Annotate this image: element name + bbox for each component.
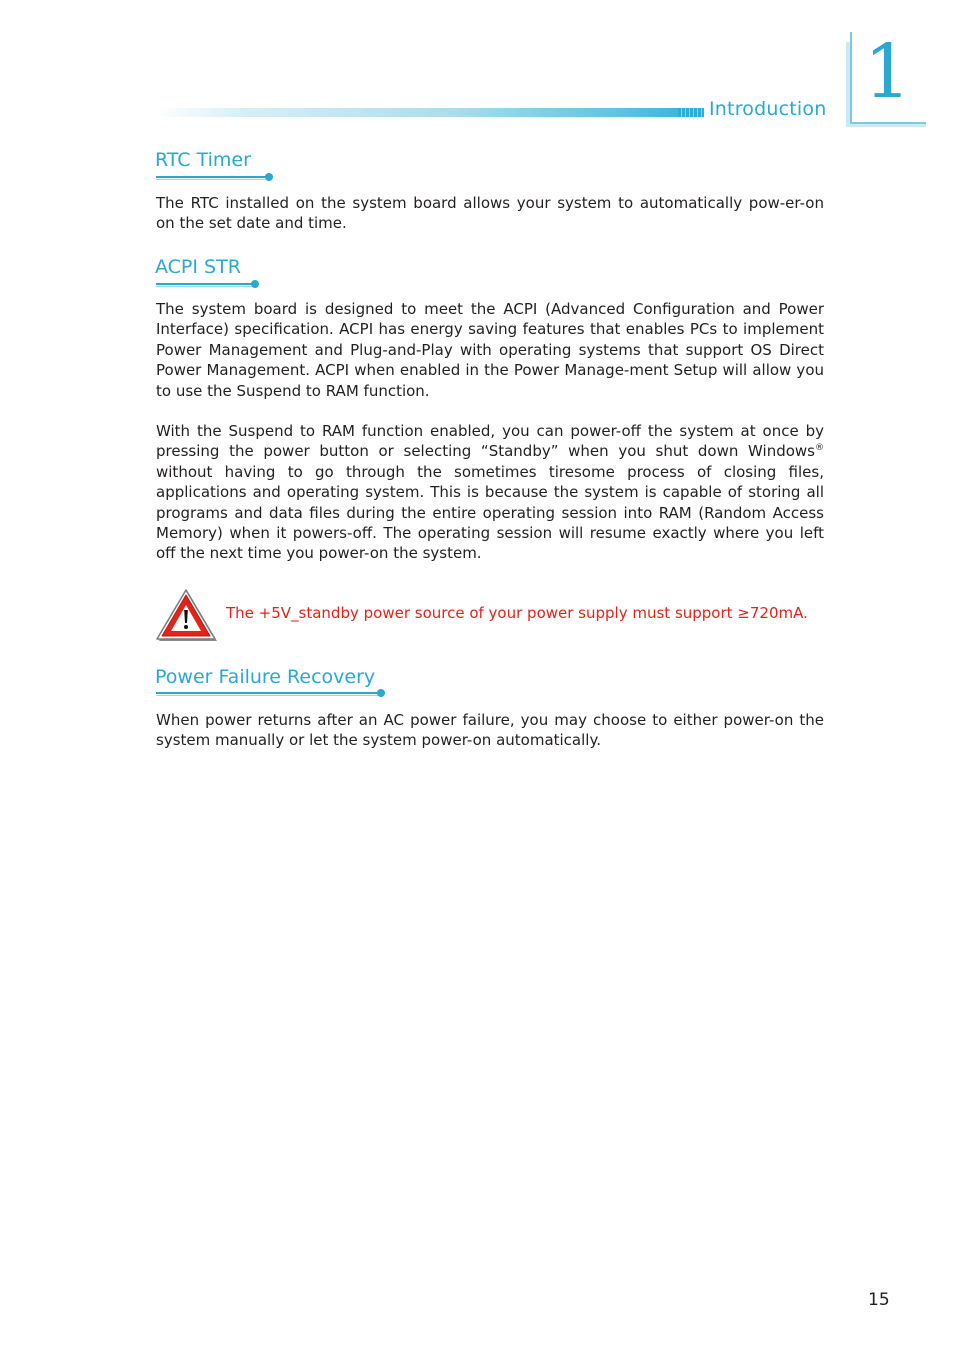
section-heading-power-failure-recovery: Power Failure Recovery <box>155 666 376 688</box>
rtc-timer-paragraph: The RTC installed on the system board allows your system to automatically pow-er-on on the set date and time. <box>156 194 824 233</box>
section-heading-acpi-str: ACPI STR <box>155 256 241 278</box>
heading-underline <box>156 176 268 178</box>
acpi-str-paragraph-2 <box>156 421 824 564</box>
chapter-title: Introduction <box>709 98 827 120</box>
chapter-box-border-horizontal <box>850 122 926 124</box>
warning-text: The +5V_standby power source of your power supply must support ≥720mA. <box>226 604 808 622</box>
warning-triangle-icon <box>156 588 218 642</box>
acpi-str-paragraph-2-start: With the Suspend to RAM function enabled, you can power-off the system at once by pressing the power button or selecting “Standby” when you shut down Windows <box>156 422 824 461</box>
acpi-str-paragraph-2-end: without having to go through the sometimes tiresome process of closing files, applications and operating system. This is because the system is capable of storing all programs and data files during the entire operating session into RAM (Random Access Memory) when it powers-off. The operating session will resume exactly where you left off the next time you power-on the system. <box>156 462 824 563</box>
chapter-box-shadow-horizontal <box>846 124 926 127</box>
power-failure-recovery-paragraph: When power returns after an AC power failure, you may choose to either power-on the system manually or let the system power-on automatically. <box>156 711 824 750</box>
section-heading-rtc-timer: RTC Timer <box>155 149 251 171</box>
chapter-number: 1 <box>864 29 912 115</box>
page-number: 15 <box>868 1290 890 1310</box>
chapter-box-border-vertical <box>850 32 852 124</box>
heading-underline <box>156 283 254 285</box>
chapter-number-box <box>846 29 926 124</box>
header-gradient-bar <box>156 108 704 117</box>
acpi-str-paragraph-1: The system board is designed to meet the ACPI (Advanced Configuration and Power Interface) specification. ACPI has energy saving features that enables PCs to implement Power Management and Plug-and-Play with operating systems that support OS Direct Power Management. ACPI when enabled in the Power Manage-ment Setup will allow you to use the Suspend to RAM function. <box>156 300 824 400</box>
registered-mark: ® <box>815 443 824 454</box>
heading-underline <box>156 692 380 694</box>
